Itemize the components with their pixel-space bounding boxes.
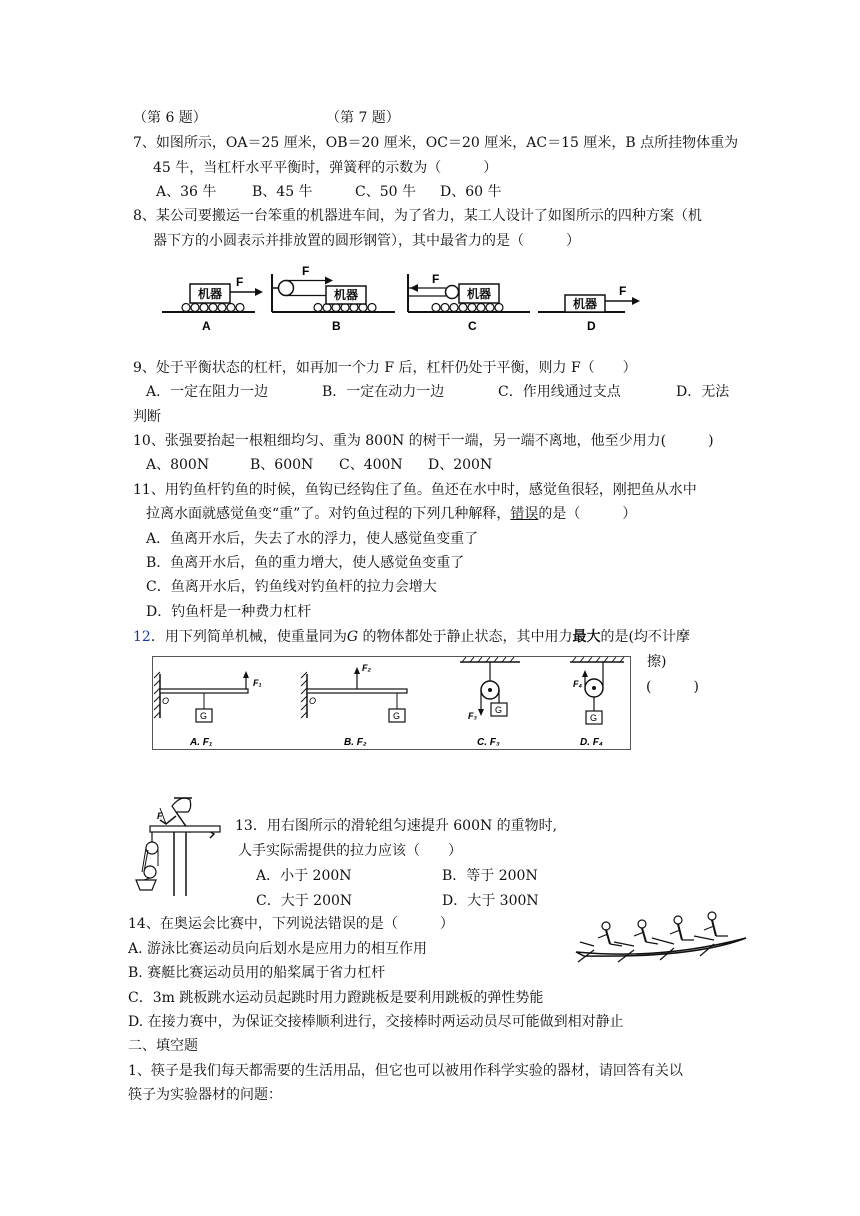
force-label-f3: F₃ (468, 711, 477, 721)
question-9-option-d: D．无法 (676, 384, 730, 400)
option-label-c: C. F₃ (477, 737, 500, 748)
question-13-option-d: D．大于 300N (442, 893, 539, 909)
question-9-option-a: A．一定在阻力一边 (146, 384, 269, 400)
scheme-c (408, 272, 530, 333)
question-10-option-c: C、400N (339, 457, 403, 473)
scheme-label-c: C (468, 319, 477, 333)
question-13-option-b: B．等于 200N (442, 868, 538, 884)
question-12-text (133, 627, 690, 647)
question-10-option-a: A、800N (146, 457, 210, 473)
question-11-text-part: 拉离水面就感觉鱼变“重”了。对钓鱼过程的下列几种解释， (146, 506, 511, 522)
force-label-f1: F₁ (253, 678, 262, 688)
force-label-b: F (302, 264, 310, 278)
option-label-a: A. F₁ (190, 737, 213, 748)
question-11-option-c: C．鱼离开水后，钓鱼线对钓鱼杆的拉力会增大 (146, 579, 437, 595)
force-label-d: F (619, 284, 627, 298)
question-12-keyword: 最大 (572, 629, 601, 645)
fill-question-1-text: 1、筷子是我们每天都需要的生活用品，但它也可以被用作科学实验的器材，请回答有关以 (128, 1063, 683, 1079)
question-12-text-part-2: 的物体都处于静止状态，其中用力 (358, 629, 573, 645)
question-7-option-a: A、36 牛 (156, 184, 217, 200)
question-12-text-cont: 擦) (647, 654, 667, 670)
question-14-option-b: B. 赛艇比赛运动员用的船桨属于省力杠杆 (128, 965, 386, 981)
scheme-label-a: A (202, 319, 211, 333)
question-7-option-b: B、45 牛 (252, 184, 313, 200)
weight-label-d: G (590, 713, 598, 723)
option-label-b: B. F₂ (344, 737, 367, 748)
question-14-text: 14、在奥运会比赛中，下列说法错误的是（ ） (128, 916, 454, 932)
figure-caption-6: （第 6 题） (133, 110, 207, 126)
question-7-option-c: C、50 牛 (355, 184, 416, 200)
option-label-d: D. F₄ (580, 737, 603, 748)
question-11-text-part-end: 的是（ ） (538, 506, 637, 522)
pivot-label-a: O (162, 696, 170, 706)
weight-label-a: G (200, 711, 208, 721)
machine-label-c: 机器 (466, 287, 492, 301)
fill-question-1-text-cont: 筷子为实验器材的问题： (128, 1087, 282, 1103)
question-9-text: 9、处于平衡状态的杠杆，如再加一个力 F 后，杠杆仍处于平衡，则力 F（ ） (133, 360, 637, 376)
question-12-symbol-g: G (346, 629, 359, 645)
scheme-a (162, 275, 263, 333)
question-11-text: 11、用钓鱼杆钓鱼的时候，鱼钩已经钩住了鱼。鱼还在水中时，感觉鱼很轻，刚把鱼从水中 (133, 482, 697, 498)
question-8-text-cont: 器下方的小圆表示并排放置的圆形钢管），其中最省力的是（ ） (153, 233, 580, 249)
weight-label-c: G (495, 705, 503, 715)
machine-label-d: 机器 (572, 297, 598, 311)
machine-label-a: 机器 (197, 287, 223, 301)
question-13-text-cont: 人手实际需提供的拉力应该（ ） (238, 843, 462, 859)
force-label-a: F (236, 275, 244, 289)
scheme-b (272, 264, 395, 333)
machine-label-b: 机器 (333, 288, 359, 302)
question-12-number: 12 (133, 629, 151, 645)
section-2-title: 二、填空题 (128, 1038, 198, 1054)
question-14-option-c: C．3m 跳板跳水运动员起跳时用力蹬跳板是要利用跳板的弹性势能 (128, 990, 544, 1006)
question-12-figure (152, 656, 632, 751)
question-10-option-d: D、200N (428, 457, 493, 473)
machine-d (570, 657, 624, 748)
question-9-option-b: B．一定在动力一边 (322, 384, 445, 400)
question-14-option-a: A. 游泳比赛运动员向后划水是应用力的相互作用 (128, 941, 428, 957)
question-11-option-b: B．鱼离开水后，鱼的重力增大，使人感觉鱼变重了 (146, 555, 465, 571)
scheme-d (538, 284, 640, 333)
weight-label-b: G (393, 711, 401, 721)
question-8-figure (160, 262, 660, 342)
question-7-text: 7、如图所示，OA＝25 厘米，OB＝20 厘米，OC＝20 厘米，AC＝15 厘米，B 点所挂物体重为 (133, 135, 739, 151)
question-11-text-cont (146, 504, 636, 524)
force-label-f2: F₂ (362, 663, 371, 673)
question-7-option-d: D、60 牛 (440, 184, 502, 200)
question-11-option-d: D．钓鱼杆是一种费力杠杆 (146, 604, 312, 620)
question-8-text: 8、某公司要搬运一台笨重的机器进车间，为了省力，某工人设计了如图所示的四种方案（机 (133, 208, 702, 224)
force-label-f4: F₄ (573, 679, 583, 689)
question-12-text-part: ．用下列简单机械，使重量同为 (150, 629, 347, 645)
pulley-force-label: F (157, 811, 163, 821)
question-13-text: 13．用右图所示的滑轮组匀速提升 600N 的重物时, (235, 818, 558, 834)
question-11-option-a: A．鱼离开水后，失去了水的浮力，使人感觉鱼变重了 (146, 531, 479, 547)
question-13-option-a: A．小于 200N (256, 868, 352, 884)
force-label-c: F (432, 272, 440, 286)
rowing-boat-figure (574, 908, 750, 964)
machine-a (154, 671, 262, 748)
machine-b (301, 663, 407, 748)
figure-caption-7: （第 7 题） (326, 110, 400, 126)
pivot-label-b: O (309, 696, 317, 706)
pulley-worker-figure (130, 786, 230, 898)
question-7-text-cont: 45 牛，当杠杆水平平衡时，弹簧秤的示数为（ ） (153, 160, 498, 176)
machine-c (460, 657, 520, 748)
question-11-keyword: 错误 (510, 506, 539, 522)
scheme-label-d: D (587, 319, 596, 333)
question-12-blank: ( ) (646, 679, 699, 695)
question-9-option-c: C．作用线通过支点 (498, 384, 621, 400)
question-13-option-c: C．大于 200N (256, 893, 353, 909)
scheme-label-b: B (332, 319, 341, 333)
question-12-text-part-3: 的是(均不计摩 (600, 629, 690, 645)
question-14-option-d: D. 在接力赛中，为保证交接棒顺利进行，交接棒时两运动员尽可能做到相对静止 (128, 1014, 624, 1030)
question-10-option-b: B、600N (250, 457, 314, 473)
question-9-option-d-cont: 判断 (133, 409, 161, 425)
question-10-text: 10、张强要抬起一根粗细均匀、重为 800N 的树干一端，另一端不离地，他至少用力( ) (133, 433, 714, 449)
